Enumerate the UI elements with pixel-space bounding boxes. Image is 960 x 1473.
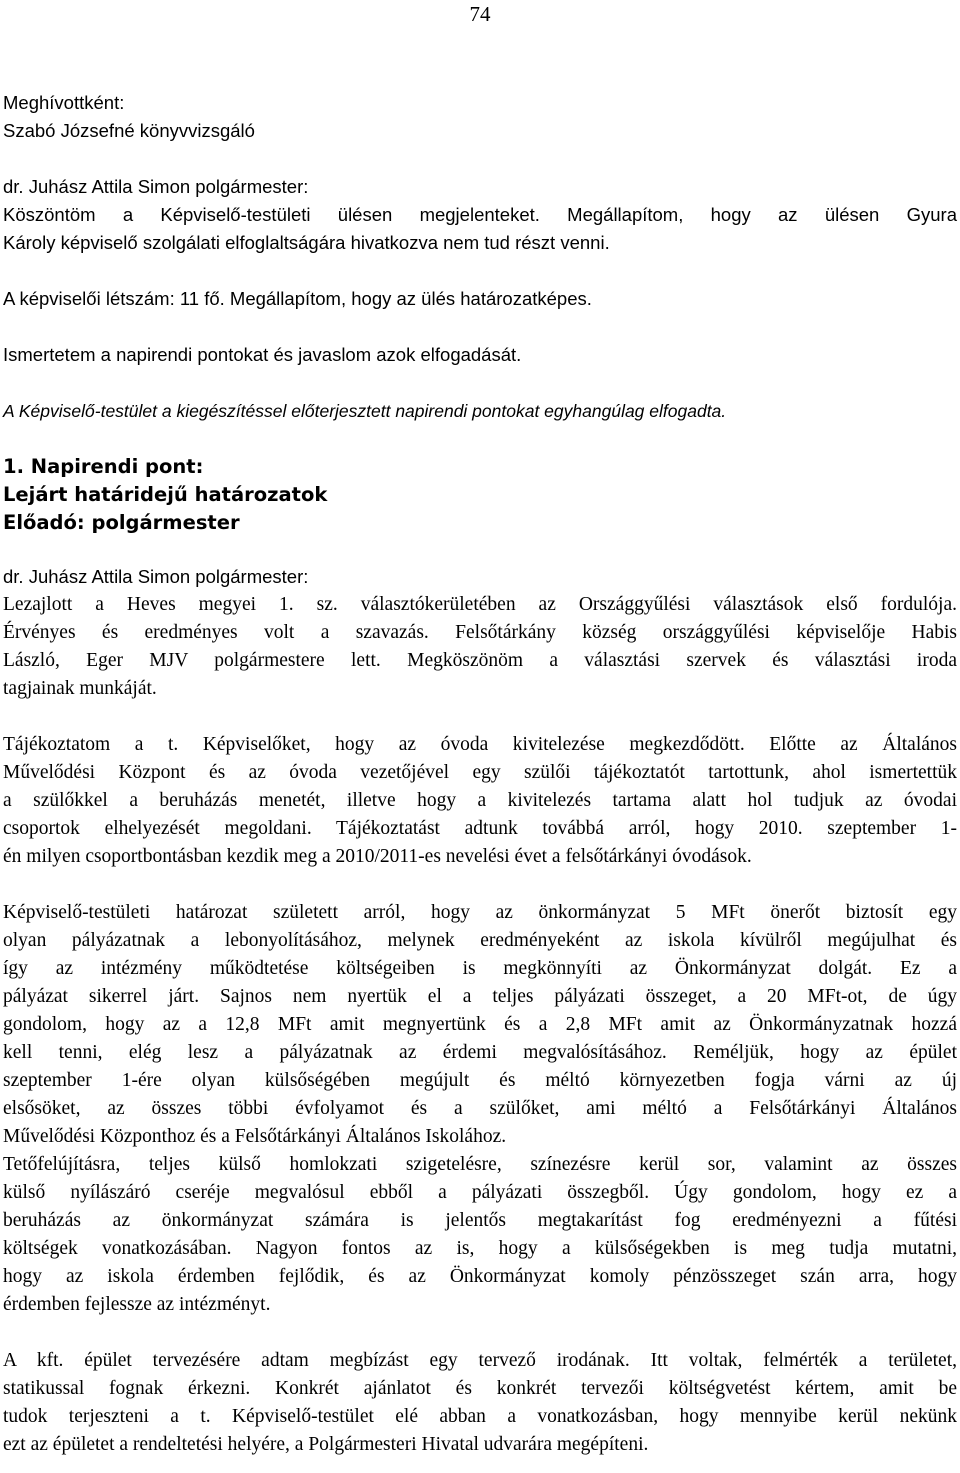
paragraph-line: kell tenni, elég lesz a pályázatnak az érdemi megvalósításához. Reméljük, hogy az épület <box>3 1042 957 1063</box>
paragraph-line: Képviselő-testületi határozat született arról, hogy az önkormányzat 5 MFt önerőt biztosít egy <box>3 902 957 923</box>
paragraph-line: Művelődési Központhoz és a Felsőtárkányi Általános Iskolához. <box>3 1126 507 1147</box>
paragraph-elections <box>3 591 957 703</box>
paragraph-line: Tetőfelújításra, teljes külső homlokzati szigetelésre, színezésre kerül sor, valamint az összes <box>3 1154 957 1175</box>
speech-line: Károly képviselő szolgálati elfoglaltságára hivatkozva nem tud részt venni. <box>3 232 610 253</box>
paragraph-renovation <box>3 1151 957 1319</box>
paragraph-line: tudok terjeszteni a t. Képviselő-testület elé abban a vonatkozásban, hogy mennyibe kerül nekünk <box>3 1406 957 1427</box>
paragraph-line: beruházás az önkormányzat számára is jelentős megtakarítást fog eredményezni a fűtési <box>3 1210 957 1231</box>
paragraph-line: gondolom, hogy az a 12,8 MFt amit megnyertünk és a 2,8 MFt amit az Önkormányzatnak hozzá <box>3 1014 957 1035</box>
paragraph-line: érdemben fejlessze az intézményt. <box>3 1294 271 1315</box>
mayor-speech-report <box>3 563 957 1459</box>
page-number: 74 <box>469 2 491 26</box>
agenda-accepted: A Képviselő-testület a kiegészítéssel előterjesztett napirendi pontokat egyhangúlag elfogadta. <box>3 401 727 421</box>
paragraph-line: László, Eger MJV polgármestere lett. Megköszönöm a választási szervek és választási iroda <box>3 650 957 671</box>
speaker-label: dr. Juhász Attila Simon polgármester: <box>3 566 309 587</box>
paragraph-line: olyan pályázatnak a lebonyolításához, melynek eredményeként az iskola kívülről megújulhat és <box>3 930 957 951</box>
paragraph-company-building <box>3 1347 957 1459</box>
agenda-item-presenter: Előadó: polgármester <box>3 511 240 534</box>
paragraph-kindergarten <box>3 731 957 871</box>
paragraph-line: elsősöket, az összes többi évfolyamot és a szülőket, ami méltó a Felsőtárkányi Általános <box>3 1098 957 1119</box>
paragraph-school-grant <box>3 899 957 1151</box>
paragraph-line: csoportok elhelyezését megoldani. Tájékoztatást adtunk továbbá arról, hogy 2010. szeptember 1- <box>3 818 957 839</box>
agenda-intro: Ismertetem a napirendi pontokat és javaslom azok elfogadását. <box>3 344 522 365</box>
paragraph-line: a szülőkkel a beruházás menetét, illetve hogy a kivitelezés tartama alatt hol tudjuk az óvodai <box>3 790 957 811</box>
agenda-item-heading <box>3 453 957 537</box>
paragraph-line: hogy az iskola érdemben fejlődik, és az Önkormányzat komoly pénzösszeget szán arra, hogy <box>3 1266 957 1287</box>
paragraph-line: A kft. épület tervezésére adtam megbízást egy tervező irodának. Itt voltak, felmérték a területet, <box>3 1350 957 1371</box>
paragraph-line: Tájékoztatom a t. Képviselőket, hogy az óvoda kivitelezése megkezdődött. Előtte az Általános <box>3 734 957 755</box>
paragraph-line: Lezajlott a Heves megyei 1. sz. választókerületében az Országgyűlési választások első fordulója. <box>3 594 957 615</box>
paragraph-line: Érvényes és eredményes volt a szavazás. Felsőtárkány község országgyűlési képviselője Habis <box>3 622 957 643</box>
paragraph-line: külső nyílászáró cseréje megvalósul ebből a pályázati összegből. Úgy gondolom, hogy ez a <box>3 1182 957 1203</box>
invited-section <box>3 89 957 145</box>
paragraph-line: költségek vonatkozásában. Nagyon fontos az is, hogy a külsőségekben is meg tudja mutatni, <box>3 1238 957 1259</box>
agenda-item-title: Lejárt határidejű határozatok <box>3 483 328 506</box>
paragraph-line: statikussal fognak érkezni. Konkrét ajánlatot és konkrét tervezői költségvetést kértem, amit be <box>3 1378 957 1399</box>
paragraph-line: tagjainak munkáját. <box>3 678 157 699</box>
mayor-speech-opening <box>3 173 957 257</box>
paragraph-line: én milyen csoportbontásban kezdik meg a 2010/2011-es nevelési évet a felsőtárkányi óvodások. <box>3 846 752 867</box>
paragraph-line: szeptember 1-ére olyan külsőségében megújult és méltó környezetben fogja várni az új <box>3 1070 957 1091</box>
invited-name: Szabó Józsefné könyvvizsgáló <box>3 120 255 141</box>
speaker-label: dr. Juhász Attila Simon polgármester: <box>3 176 309 197</box>
paragraph-line: ezt az épületet a rendeltetési helyére, a Polgármesteri Hivatal udvarára megépíteni. <box>3 1434 649 1455</box>
agenda-item-number: 1. Napirendi pont: <box>3 455 204 478</box>
quorum-statement: A képviselői létszám: 11 fő. Megállapítom, hogy az ülés határozatképes. <box>3 288 592 309</box>
invited-label: Meghívottként: <box>3 92 125 113</box>
paragraph-line: pályázat sikerrel járt. Sajnos nem nyertük el a teljes pályázati összeget, a 20 MFt-ot, de úgy <box>3 986 957 1007</box>
document-body <box>3 89 957 1459</box>
paragraph-line: Művelődési Központ és az óvoda vezetőjével egy szülői tájékoztatót tartottunk, ahol ismertettük <box>3 762 957 783</box>
speech-line: Köszöntöm a Képviselő-testületi ülésen megjelenteket. Megállapítom, hogy az ülésen Gyura <box>3 204 957 225</box>
paragraph-line: így az intézmény működtetése költségeiben is megkönnyíti az Önkormányzat dolgát. Ez a <box>3 958 957 979</box>
